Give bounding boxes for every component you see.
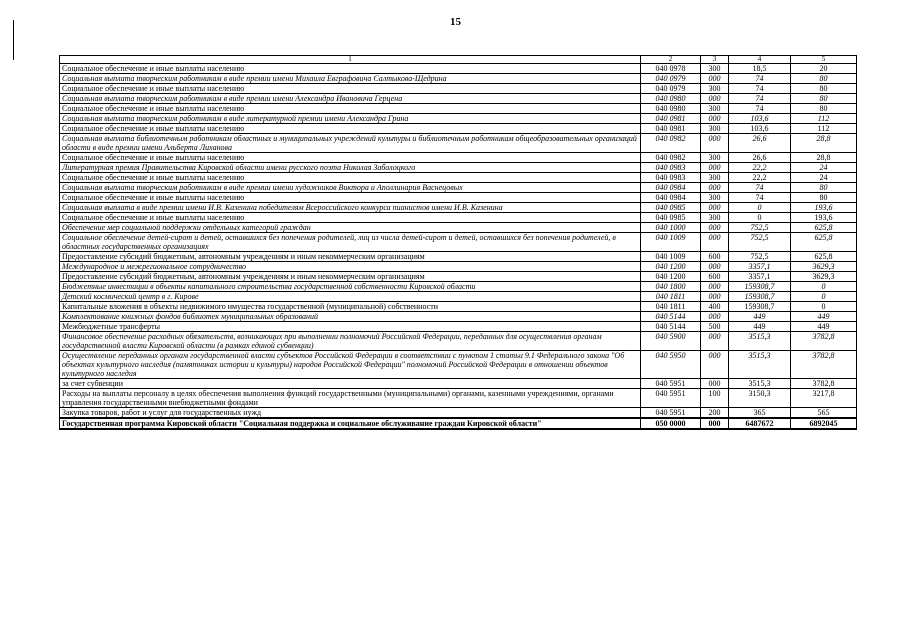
- target-code-cell: 040 1200: [641, 262, 701, 272]
- expense-type-cell: 000: [701, 223, 729, 233]
- expense-type-cell: 000: [701, 332, 729, 351]
- item-name-cell: Бюджетные инвестиции в объекты капитального строительства государственной собственности Кировской области: [60, 282, 641, 292]
- amount-cell: 365: [729, 408, 791, 419]
- amount-cell: 752,5: [729, 233, 791, 252]
- target-code-cell: 040 0985: [641, 213, 701, 223]
- target-code-cell: 040 1200: [641, 272, 701, 282]
- item-name-cell: Межбюджетные трансферты: [60, 322, 641, 332]
- amount-cell: 80: [791, 74, 857, 84]
- target-code-cell: 040 5144: [641, 322, 701, 332]
- table-row: [60, 124, 857, 134]
- item-name-cell: Социальная выплата творческим работникам в виде литературной премии имени Александра Грина: [60, 114, 641, 124]
- amount-cell: 103,6: [729, 124, 791, 134]
- table-row: [60, 134, 857, 153]
- table-row: [60, 84, 857, 94]
- amount-cell: 159308,7: [729, 302, 791, 312]
- item-name-cell: Социальное обеспечение и иные выплаты населению: [60, 193, 641, 203]
- amount-cell: 74: [729, 193, 791, 203]
- expense-type-cell: 000: [701, 262, 729, 272]
- target-code-cell: 040 0983: [641, 163, 701, 173]
- item-name-cell: Финансовое обеспечение расходных обязательств, возникающих при выполнении полномочий Российской Федерации, переданных для осуществления органам государственной власти Кировской области (в рамках единой субвенции): [60, 332, 641, 351]
- target-code-cell: 040 0984: [641, 183, 701, 193]
- amount-cell: 18,5: [729, 64, 791, 74]
- amount-cell: 193,6: [791, 213, 857, 223]
- amount-cell: 3782,8: [791, 332, 857, 351]
- expense-type-cell: 300: [701, 64, 729, 74]
- target-code-cell: 040 0980: [641, 104, 701, 114]
- target-code-cell: 040 1811: [641, 302, 701, 312]
- amount-cell: 159308,7: [729, 292, 791, 302]
- table-row: [60, 233, 857, 252]
- table-row: [60, 64, 857, 74]
- target-code-cell: 040 1811: [641, 292, 701, 302]
- expense-type-cell: 300: [701, 173, 729, 183]
- expense-type-cell: 000: [701, 379, 729, 389]
- target-code-cell: 040 0979: [641, 74, 701, 84]
- budget-table: [59, 55, 857, 430]
- target-code-cell: 050 0000: [641, 418, 701, 429]
- amount-cell: 0: [791, 302, 857, 312]
- amount-cell: 0: [791, 282, 857, 292]
- amount-cell: 80: [791, 183, 857, 193]
- amount-cell: 20: [791, 64, 857, 74]
- expense-type-cell: 000: [701, 163, 729, 173]
- expense-type-cell: 000: [701, 282, 729, 292]
- amount-cell: 6892045: [791, 418, 857, 429]
- amount-cell: 80: [791, 94, 857, 104]
- table-row: [60, 193, 857, 203]
- table-row: [60, 223, 857, 233]
- amount-cell: 752,5: [729, 252, 791, 262]
- amount-cell: 0: [791, 292, 857, 302]
- column-header: 1: [60, 56, 641, 64]
- expense-type-cell: 100: [701, 389, 729, 408]
- amount-cell: 625,8: [791, 233, 857, 252]
- target-code-cell: 040 1009: [641, 233, 701, 252]
- item-name-cell: Социальная выплата библиотечным работникам областных и муниципальных учреждений культуры и библиотечным работникам общеобразовательных организаций области в виде премии имени Альберта Лиханова: [60, 134, 641, 153]
- amount-cell: 22,2: [729, 173, 791, 183]
- amount-cell: 159308,7: [729, 282, 791, 292]
- amount-cell: 3782,8: [791, 351, 857, 379]
- expense-type-cell: 200: [701, 408, 729, 419]
- target-code-cell: 040 5900: [641, 332, 701, 351]
- table-row: [60, 114, 857, 124]
- margin-line: [13, 20, 14, 60]
- target-code-cell: 040 1800: [641, 282, 701, 292]
- table-row: [60, 282, 857, 292]
- expense-type-cell: 300: [701, 124, 729, 134]
- item-name-cell: Социальное обеспечение и иные выплаты населению: [60, 124, 641, 134]
- table-row: [60, 252, 857, 262]
- amount-cell: 74: [729, 94, 791, 104]
- expense-type-cell: 300: [701, 84, 729, 94]
- item-name-cell: Капитальные вложения в объекты недвижимого имущества государственной (муниципальной) собственности: [60, 302, 641, 312]
- amount-cell: 112: [791, 114, 857, 124]
- amount-cell: 103,6: [729, 114, 791, 124]
- item-name-cell: Социальное обеспечение и иные выплаты населению: [60, 153, 641, 163]
- amount-cell: 3515,3: [729, 332, 791, 351]
- expense-type-cell: 500: [701, 322, 729, 332]
- expense-type-cell: 000: [701, 233, 729, 252]
- target-code-cell: 040 0982: [641, 153, 701, 163]
- amount-cell: 74: [729, 104, 791, 114]
- expense-type-cell: 000: [701, 114, 729, 124]
- amount-cell: 449: [729, 312, 791, 322]
- amount-cell: 80: [791, 84, 857, 94]
- column-header: 5: [791, 56, 857, 64]
- amount-cell: 3515,3: [729, 351, 791, 379]
- column-header: 2: [641, 56, 701, 64]
- target-code-cell: 040 0985: [641, 203, 701, 213]
- expense-type-cell: 000: [701, 312, 729, 322]
- amount-cell: 74: [729, 84, 791, 94]
- item-name-cell: Социальная выплата в виде премии имени И.В. Казенина победителям Всероссийского конкурса пианистов имени И.В. Казенина: [60, 203, 641, 213]
- table-row: [60, 379, 857, 389]
- amount-cell: 449: [791, 322, 857, 332]
- amount-cell: 26,6: [729, 134, 791, 153]
- amount-cell: 3150,3: [729, 389, 791, 408]
- column-header: 3: [701, 56, 729, 64]
- table-row: [60, 272, 857, 282]
- table-row: [60, 213, 857, 223]
- item-name-cell: Предоставление субсидий бюджетным, автономным учреждениям и иным некоммерческим организациям: [60, 272, 641, 282]
- target-code-cell: 040 0984: [641, 193, 701, 203]
- table-row: [60, 302, 857, 312]
- amount-cell: 80: [791, 104, 857, 114]
- item-name-cell: Социальная выплата творческим работникам в виде премии имени художников Виктора и Аполлинария Васнецовых: [60, 183, 641, 193]
- amount-cell: 3515,3: [729, 379, 791, 389]
- expense-type-cell: 000: [701, 351, 729, 379]
- target-code-cell: 040 1009: [641, 252, 701, 262]
- column-header: 4: [729, 56, 791, 64]
- item-name-cell: Социальная выплата творческим работникам в виде премии имени Михаила Евграфовича Салтыкова-Щедрина: [60, 74, 641, 84]
- item-name-cell: Предоставление субсидий бюджетным, автономным учреждениям и иным некоммерческим организациям: [60, 252, 641, 262]
- item-name-cell: Социальное обеспечение детей-сирот и детей, оставшихся без попечения родителей, лиц из числа детей-сирот и детей, оставшихся без попечения родителей, в областных государственных организациях: [60, 233, 641, 252]
- table-row: [60, 322, 857, 332]
- expense-type-cell: 000: [701, 134, 729, 153]
- amount-cell: 3629,3: [791, 262, 857, 272]
- expense-type-cell: 000: [701, 203, 729, 213]
- expense-type-cell: 400: [701, 302, 729, 312]
- amount-cell: 449: [729, 322, 791, 332]
- item-name-cell: Детский космический центр в г. Кирове: [60, 292, 641, 302]
- amount-cell: 3629,3: [791, 272, 857, 282]
- table-row: [60, 418, 857, 429]
- amount-cell: 6487672: [729, 418, 791, 429]
- expense-type-cell: 000: [701, 74, 729, 84]
- table-row: [60, 332, 857, 351]
- target-code-cell: 040 0981: [641, 114, 701, 124]
- amount-cell: 26,6: [729, 153, 791, 163]
- target-code-cell: 040 5950: [641, 351, 701, 379]
- target-code-cell: 040 0980: [641, 94, 701, 104]
- expense-type-cell: 000: [701, 418, 729, 429]
- target-code-cell: 040 0978: [641, 64, 701, 74]
- target-code-cell: 040 5951: [641, 389, 701, 408]
- expense-type-cell: 300: [701, 153, 729, 163]
- item-name-cell: Социальное обеспечение и иные выплаты населению: [60, 104, 641, 114]
- table-row: [60, 351, 857, 379]
- table-row: [60, 74, 857, 84]
- table-row: [60, 408, 857, 419]
- target-code-cell: 040 0983: [641, 173, 701, 183]
- amount-cell: 74: [729, 183, 791, 193]
- amount-cell: 3782,8: [791, 379, 857, 389]
- expense-type-cell: 600: [701, 252, 729, 262]
- expense-type-cell: 600: [701, 272, 729, 282]
- table-row: [60, 183, 857, 193]
- amount-cell: 625,8: [791, 223, 857, 233]
- item-name-cell: Государственная программа Кировской области "Социальная поддержка и социальное обслуживание граждан Кировской области": [60, 418, 641, 429]
- amount-cell: 112: [791, 124, 857, 134]
- item-name-cell: Расходы на выплаты персоналу в целях обеспечения выполнения функций государственными (муниципальными) органами, казенными учреждениями, органами управления государственными внебюджетными фондами: [60, 389, 641, 408]
- amount-cell: 625,8: [791, 252, 857, 262]
- page-number: 15: [450, 16, 461, 28]
- target-code-cell: 040 0979: [641, 84, 701, 94]
- amount-cell: 22,2: [729, 163, 791, 173]
- table-row: [60, 262, 857, 272]
- item-name-cell: Международное и межрегиональное сотрудничество: [60, 262, 641, 272]
- item-name-cell: Социальное обеспечение и иные выплаты населению: [60, 173, 641, 183]
- item-name-cell: Литературная премия Правительства Кировской области имени русского поэта Николая Заболоцкого: [60, 163, 641, 173]
- amount-cell: 0: [729, 203, 791, 213]
- item-name-cell: Социальная выплата творческим работникам в виде премии имени Александра Ивановича Герцена: [60, 94, 641, 104]
- target-code-cell: 040 5144: [641, 312, 701, 322]
- target-code-cell: 040 5951: [641, 379, 701, 389]
- table-row: [60, 203, 857, 213]
- item-name-cell: Комплектование книжных фондов библиотек муниципальных образований: [60, 312, 641, 322]
- amount-cell: 24: [791, 163, 857, 173]
- target-code-cell: 040 1000: [641, 223, 701, 233]
- expense-type-cell: 300: [701, 193, 729, 203]
- amount-cell: 193,6: [791, 203, 857, 213]
- item-name-cell: Социальное обеспечение и иные выплаты населению: [60, 213, 641, 223]
- amount-cell: 752,5: [729, 223, 791, 233]
- expense-type-cell: 300: [701, 213, 729, 223]
- table-row: [60, 153, 857, 163]
- item-name-cell: Закупка товаров, работ и услуг для государственных нужд: [60, 408, 641, 419]
- target-code-cell: 040 5951: [641, 408, 701, 419]
- table-row: [60, 163, 857, 173]
- expense-type-cell: 000: [701, 292, 729, 302]
- amount-cell: 24: [791, 173, 857, 183]
- item-name-cell: Осуществление переданных органам государственной власти субъектов Российской Федерации в соответствии с пунктом 1 статьи 9.1 Федерального закона "Об объектах культурного наследия (памятниках истории и культуры) народов Российской Федерации" полномочий Российской Федерации в отношении объектов культурного наследия: [60, 351, 641, 379]
- table-row: [60, 312, 857, 322]
- amount-cell: 3357,1: [729, 262, 791, 272]
- expense-type-cell: 000: [701, 183, 729, 193]
- target-code-cell: 040 0982: [641, 134, 701, 153]
- table-row: [60, 173, 857, 183]
- amount-cell: 80: [791, 193, 857, 203]
- table-header-row: [60, 56, 857, 64]
- amount-cell: 3217,8: [791, 389, 857, 408]
- expense-type-cell: 000: [701, 94, 729, 104]
- table-row: [60, 389, 857, 408]
- amount-cell: 28,8: [791, 134, 857, 153]
- amount-cell: 3357,1: [729, 272, 791, 282]
- expense-type-cell: 300: [701, 104, 729, 114]
- amount-cell: 74: [729, 74, 791, 84]
- table-row: [60, 292, 857, 302]
- table-row: [60, 104, 857, 114]
- item-name-cell: Социальное обеспечение и иные выплаты населению: [60, 64, 641, 74]
- item-name-cell: Социальное обеспечение и иные выплаты населению: [60, 84, 641, 94]
- target-code-cell: 040 0981: [641, 124, 701, 134]
- amount-cell: 28,8: [791, 153, 857, 163]
- item-name-cell: за счет субвенции: [60, 379, 641, 389]
- amount-cell: 0: [729, 213, 791, 223]
- amount-cell: 449: [791, 312, 857, 322]
- item-name-cell: Обеспечение мер социальной поддержки отдельных категорий граждан: [60, 223, 641, 233]
- amount-cell: 565: [791, 408, 857, 419]
- table-row: [60, 94, 857, 104]
